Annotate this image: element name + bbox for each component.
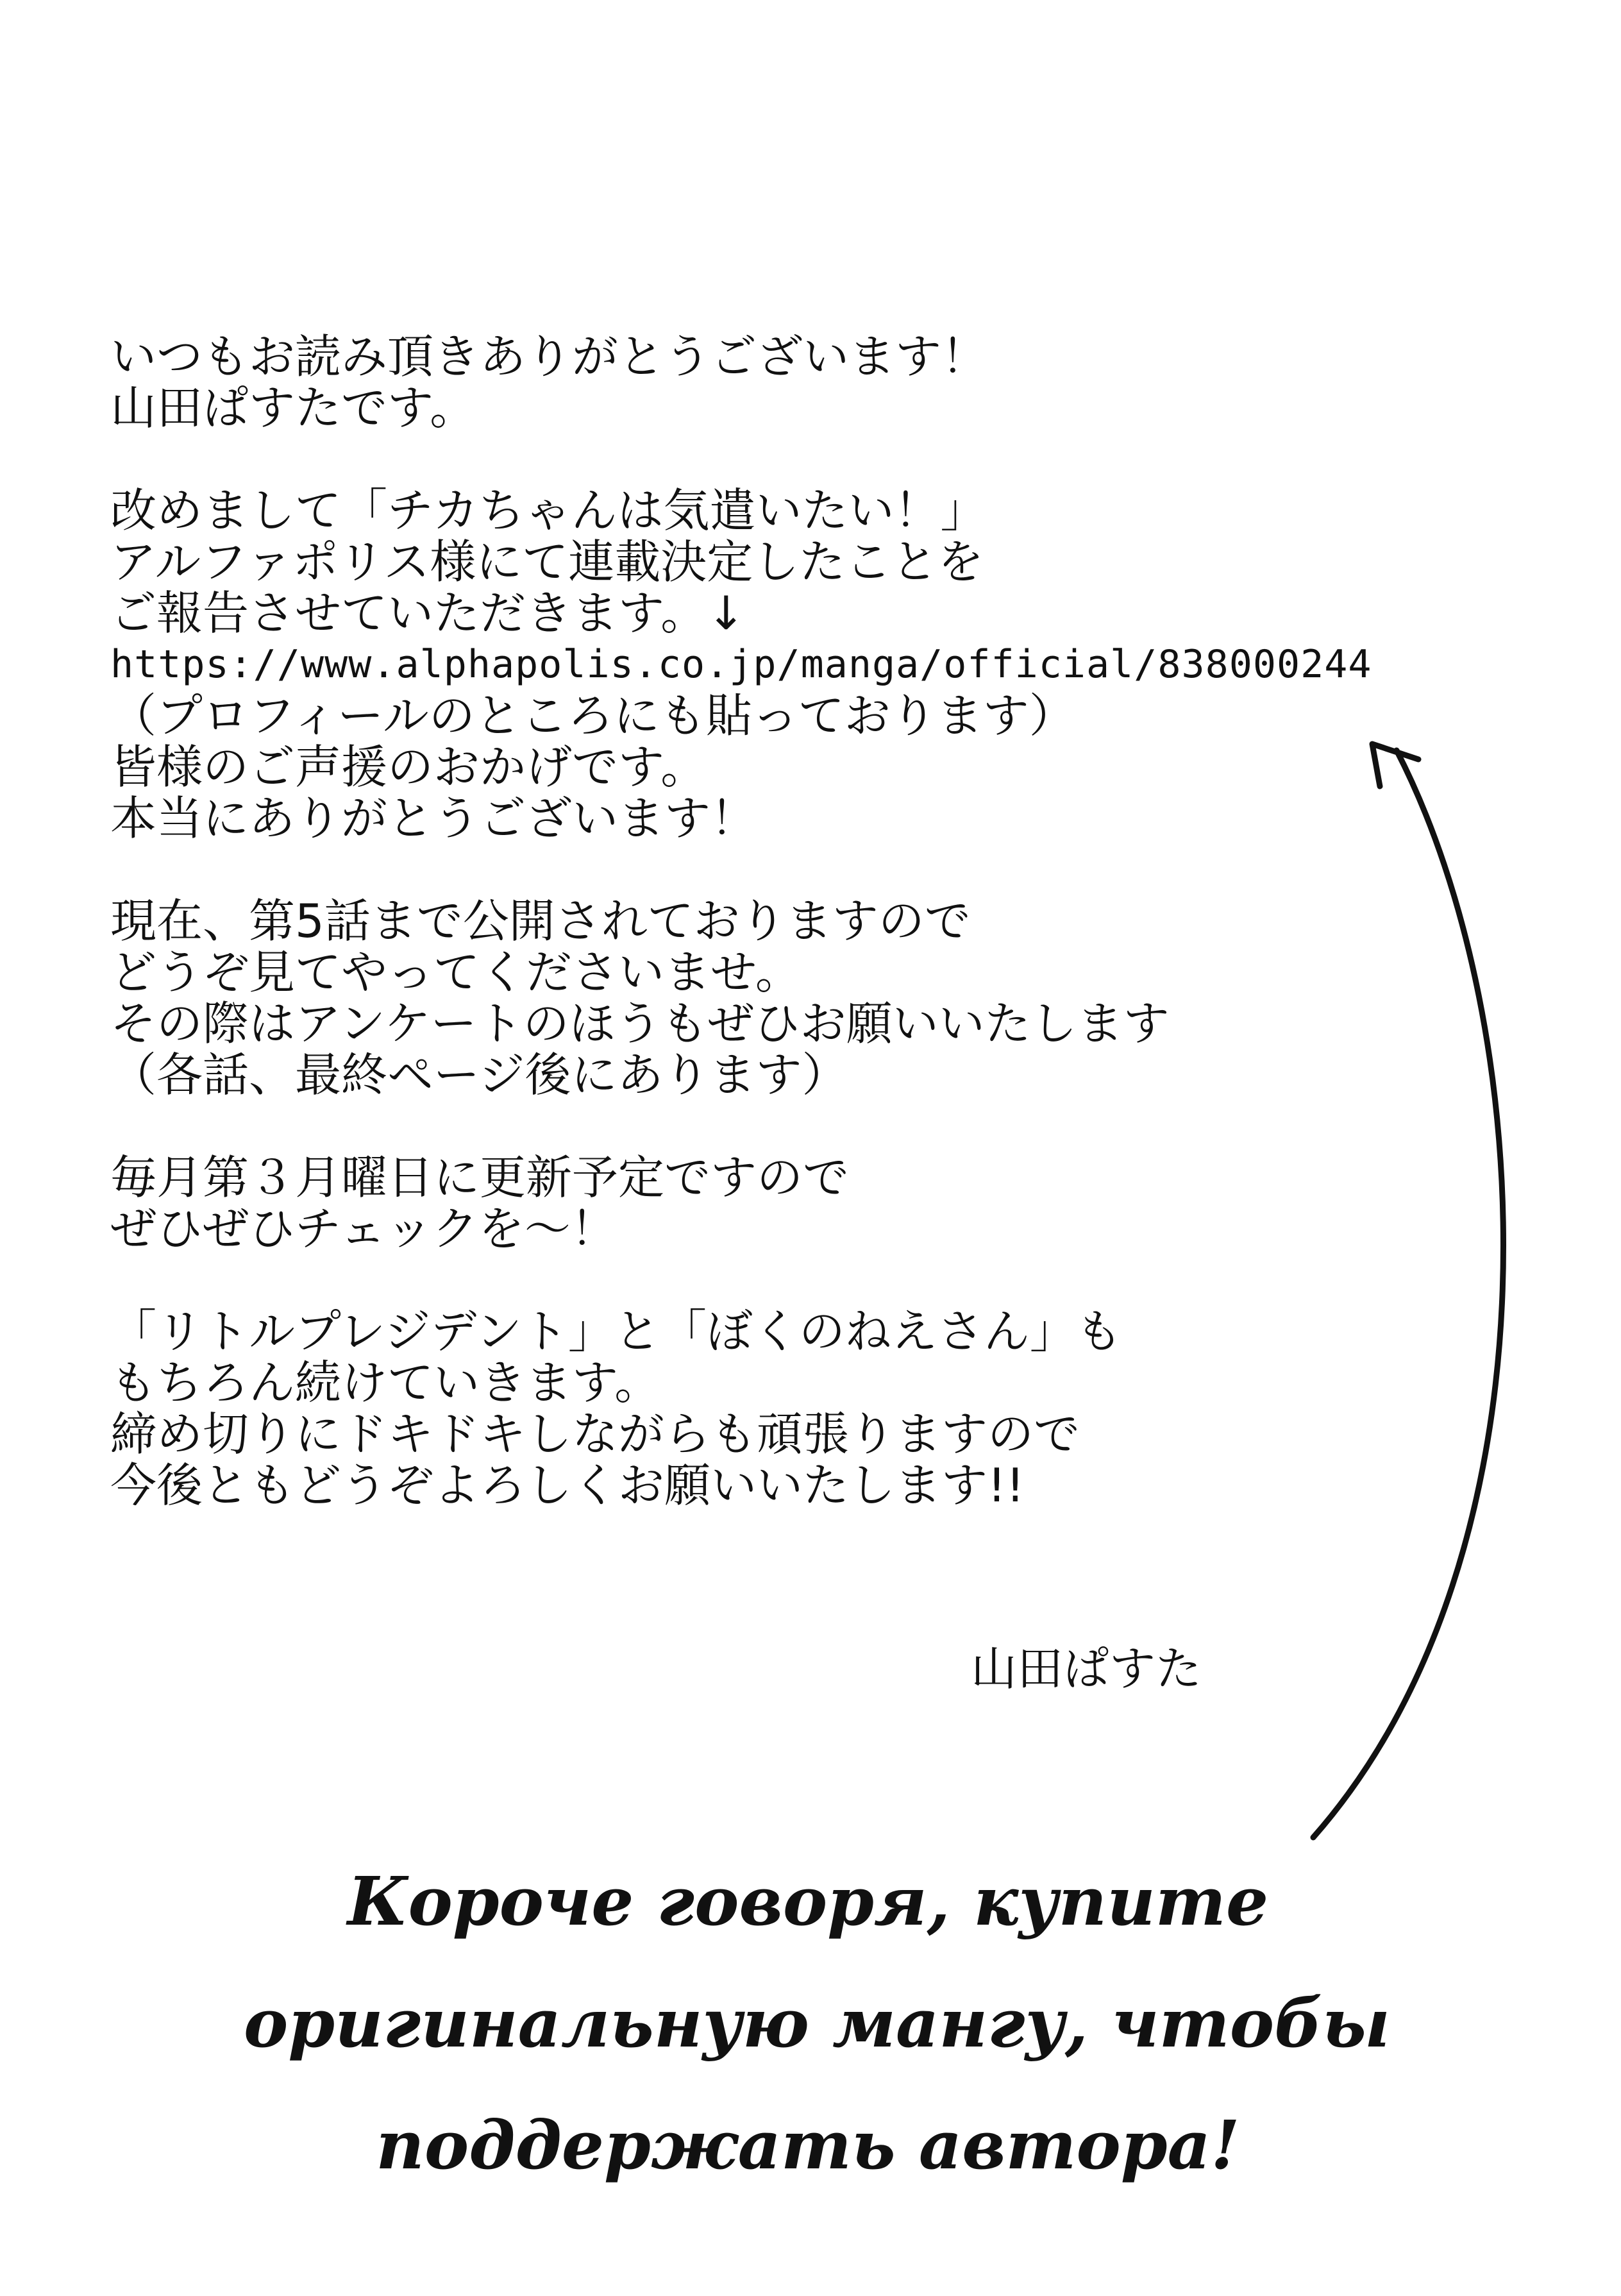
- translator-note-line: поддержать автора!: [376, 2106, 1240, 2184]
- other-works-paragraph: [110, 1306, 1585, 1511]
- letter-line: 今後ともどうぞよろしくお願いいたします!!: [110, 1458, 1025, 1512]
- letter-line: その際はアンケートのほうもぜひお願いいたします: [110, 997, 1170, 1051]
- letter-line: いつもお読み頂きありがとうございます！: [110, 330, 988, 384]
- letter-line: ご報告させていただきます。↓: [110, 586, 746, 640]
- greeting-paragraph: [110, 331, 1585, 434]
- letter-line: 締め切りにドキドキしながらも頑張りますので: [110, 1407, 1080, 1461]
- letter-line: アルファポリス様にて連載決定したことを: [110, 535, 984, 589]
- author-letter: [110, 331, 1585, 1511]
- letter-line: （各話、最終ページ後にあります）: [110, 1048, 848, 1102]
- letter-line: 現在、第5話まで公開されておりますので: [110, 894, 971, 948]
- announcement-paragraph: [110, 485, 1585, 844]
- schedule-paragraph: [110, 1152, 1585, 1254]
- letter-line: 「リトルプレジデント」と「ぼくのねえさん」も: [110, 1304, 1122, 1358]
- letter-line: 本当にありがとうございます！: [110, 791, 757, 845]
- letter-line: ぜひぜひチェックを～！: [110, 1202, 617, 1256]
- letter-line: もちろん続けていきます。: [110, 1356, 661, 1410]
- letter-line: 改めまして「チカちゃんは気遣いたい！」: [110, 484, 987, 537]
- author-signature: 山田ぱすた: [971, 1642, 1202, 1696]
- letter-line: どうぞ見てやってくださいませ。: [110, 945, 802, 999]
- translator-note-line: Короче говоря, купите: [347, 1862, 1269, 1941]
- letter-line: 皆様のご声援のおかげです。: [110, 740, 707, 794]
- chapters-paragraph: [110, 895, 1585, 1101]
- translator-note: [244, 1841, 1391, 2206]
- translator-note-line: оригинальную мангу, чтобы: [244, 1984, 1391, 2063]
- letter-line: 山田ぱすたです。: [110, 381, 476, 435]
- letter-line: 毎月第３月曜日に更新予定ですので: [110, 1151, 850, 1204]
- letter-line: （プロフィールのところにも貼っております）: [110, 689, 1075, 743]
- manga-url: https://www.alphapolis.co.jp/manga/official/838000244: [110, 642, 1372, 687]
